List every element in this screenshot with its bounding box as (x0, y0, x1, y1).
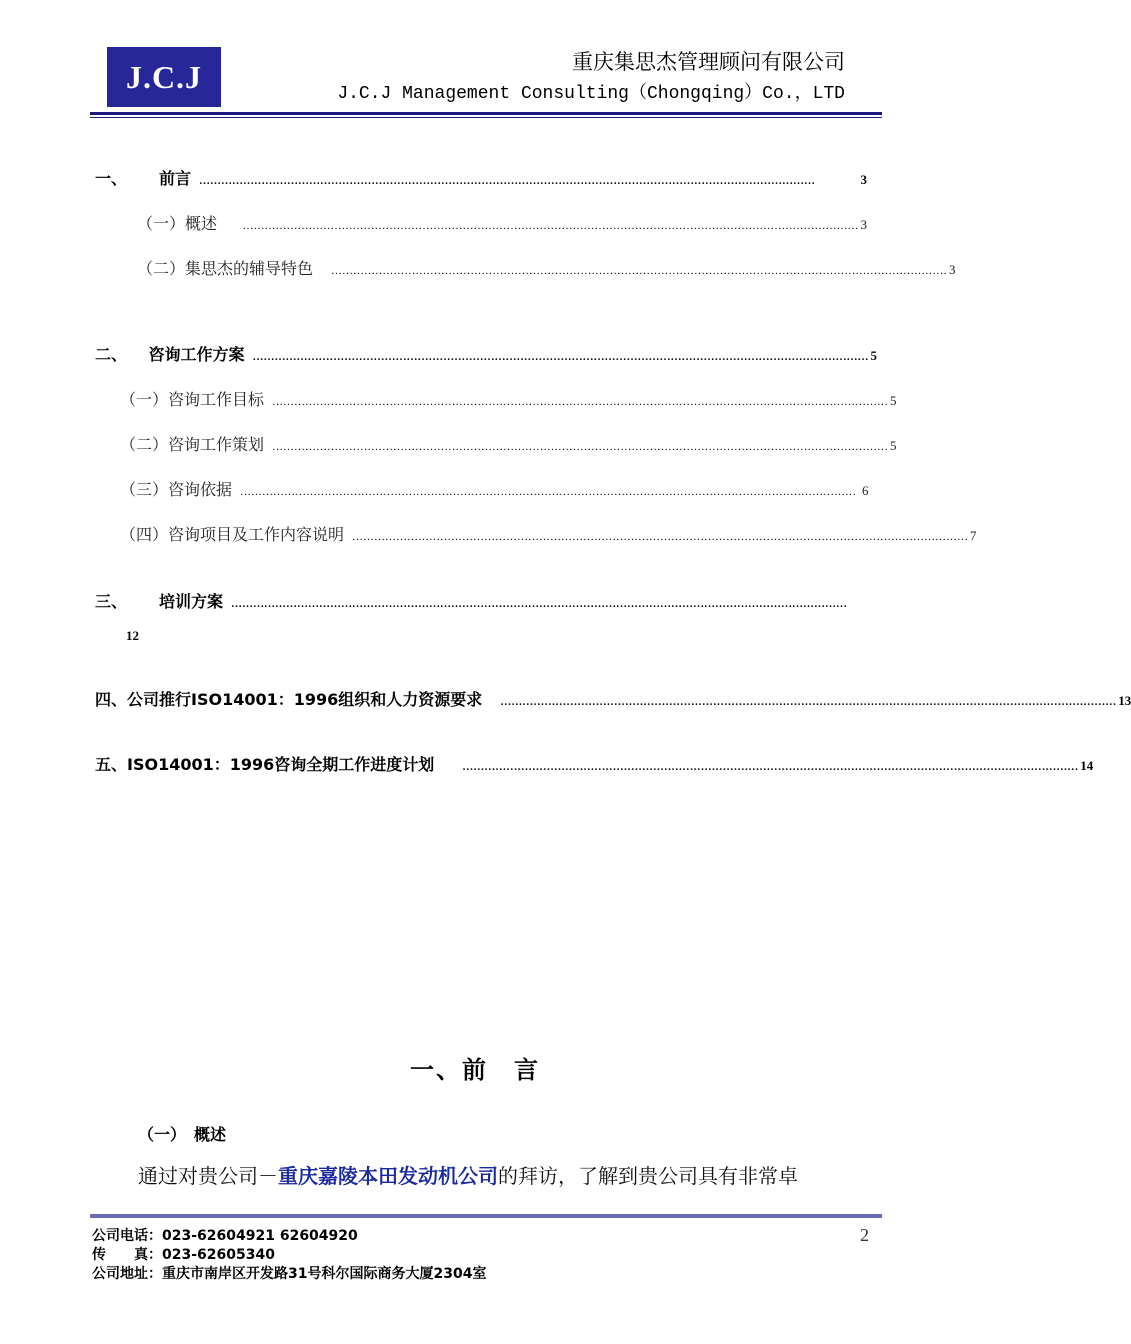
toc-entry-page: 7 (970, 528, 977, 543)
footer-address: 公司地址：重庆市南岸区开发路31号科尔国际商务大厦2304室 (92, 1266, 487, 1282)
toc-entry-page: 5 (870, 348, 877, 363)
footer-fax: 传 真：023-62605340 (92, 1247, 275, 1263)
toc-entry[interactable] (95, 687, 1131, 710)
toc-entry-page: 6 (862, 483, 869, 498)
toc-entry-page: 3 (949, 262, 956, 277)
paragraph-text: 通过对贵公司－ (138, 1164, 278, 1188)
toc-entry-label: ISO14001：1996咨询全期工作进度计划 (127, 755, 435, 774)
body-paragraph (138, 1160, 883, 1189)
toc-entry-label: 咨询工作目标 (168, 390, 265, 409)
toc-entry[interactable] (95, 342, 877, 365)
toc-entry-label: 概述 (185, 214, 218, 233)
toc-entry[interactable] (95, 166, 867, 189)
toc-entry-page: 5 (890, 393, 897, 408)
toc-entry[interactable] (95, 752, 1094, 775)
header-divider (90, 112, 882, 115)
toc-leader-dots: …………………………………………………………………………………………………………………………………………………… (240, 486, 857, 498)
toc-entry-label: 咨询工作策划 (168, 435, 265, 454)
toc-entry-label: 培训方案 (159, 592, 224, 611)
toc-entry-page: 5 (890, 438, 897, 453)
toc-entry-label: 咨询工作方案 (148, 345, 245, 364)
toc-entry[interactable] (120, 387, 897, 410)
page-number: 2 (860, 1225, 869, 1245)
company-name-en: J.C.J Management Consulting（Chongqing）Co.，LTD (337, 84, 845, 104)
toc-entry-number: 五、 (95, 755, 128, 774)
toc-entry-number: （四） (120, 525, 169, 544)
toc-entry-number: 四、 (95, 690, 128, 709)
toc-entry-label: 公司推行ISO14001：1996组织和人力资源要求 (127, 690, 483, 709)
subsection-title: （一） 概述 (138, 1125, 227, 1144)
toc-entry-page: 3 (860, 172, 867, 187)
toc-leader-dots: …………………………………………………………………………………………………………………………………………………… (352, 531, 969, 543)
toc-leader-dots: …………………………………………………………………………………………………………………………………………………… (199, 175, 816, 187)
toc-leader-dots: …………………………………………………………………………………………………………………………………………………… (500, 696, 1117, 708)
toc-entry[interactable] (120, 477, 869, 500)
footer-divider (90, 1214, 882, 1218)
toc-leader-dots: …………………………………………………………………………………………………………………………………………………… (242, 220, 859, 232)
toc-leader-dots: …………………………………………………………………………………………………………………………………………………… (252, 351, 869, 363)
toc-leader-dots: …………………………………………………………………………………………………………………………………………………… (331, 265, 948, 277)
toc-entry-label: 咨询项目及工作内容说明 (168, 525, 345, 544)
client-company-name: 重庆嘉陵本田发动机公司 (278, 1164, 498, 1188)
toc-entry-number: （二） (137, 259, 186, 278)
paragraph-text: 的拜访，了解到贵公司具有非常卓 (498, 1164, 798, 1188)
company-logo: J.C.J (107, 47, 221, 107)
toc-leader-dots: …………………………………………………………………………………………………………………………………………………… (272, 396, 889, 408)
toc-entry-number: 一、 (95, 169, 128, 188)
footer-phone: 公司电话：023-62604921 62604920 (92, 1228, 358, 1244)
toc-entry-page: 14 (1080, 758, 1094, 773)
toc-entry-number: 三、 (95, 592, 128, 611)
toc-entry[interactable] (137, 211, 867, 234)
toc-entry-number: 二、 (95, 345, 128, 364)
toc-entry-number: （一） (120, 390, 169, 409)
toc-entry-number: （一） (137, 214, 186, 233)
toc-entry-label: 前言 (159, 169, 192, 188)
toc-entry-number: （二） (120, 435, 169, 454)
section-title: 一、前 言 (410, 1056, 540, 1084)
toc-entry[interactable] (120, 432, 897, 455)
toc-leader-dots: …………………………………………………………………………………………………………………………………………………… (462, 761, 1079, 773)
toc-leader-dots: …………………………………………………………………………………………………………………………………………………… (231, 598, 848, 610)
toc-entry-label: 咨询依据 (168, 480, 233, 499)
header-divider-thin (90, 117, 882, 118)
toc-entry[interactable] (120, 522, 977, 545)
company-name-cn: 重庆集思杰管理顾问有限公司 (572, 50, 845, 74)
toc-entry[interactable] (137, 256, 956, 279)
toc-entry[interactable] (95, 589, 867, 612)
toc-entry-label: 集思杰的辅导特色 (185, 259, 314, 278)
toc-entry-page: 12 (126, 628, 139, 643)
toc-leader-dots: …………………………………………………………………………………………………………………………………………………… (272, 441, 889, 453)
toc-entry-page: 13 (1118, 693, 1131, 708)
toc-entry-page: 3 (860, 217, 867, 232)
toc-entry-number: （三） (120, 480, 169, 499)
